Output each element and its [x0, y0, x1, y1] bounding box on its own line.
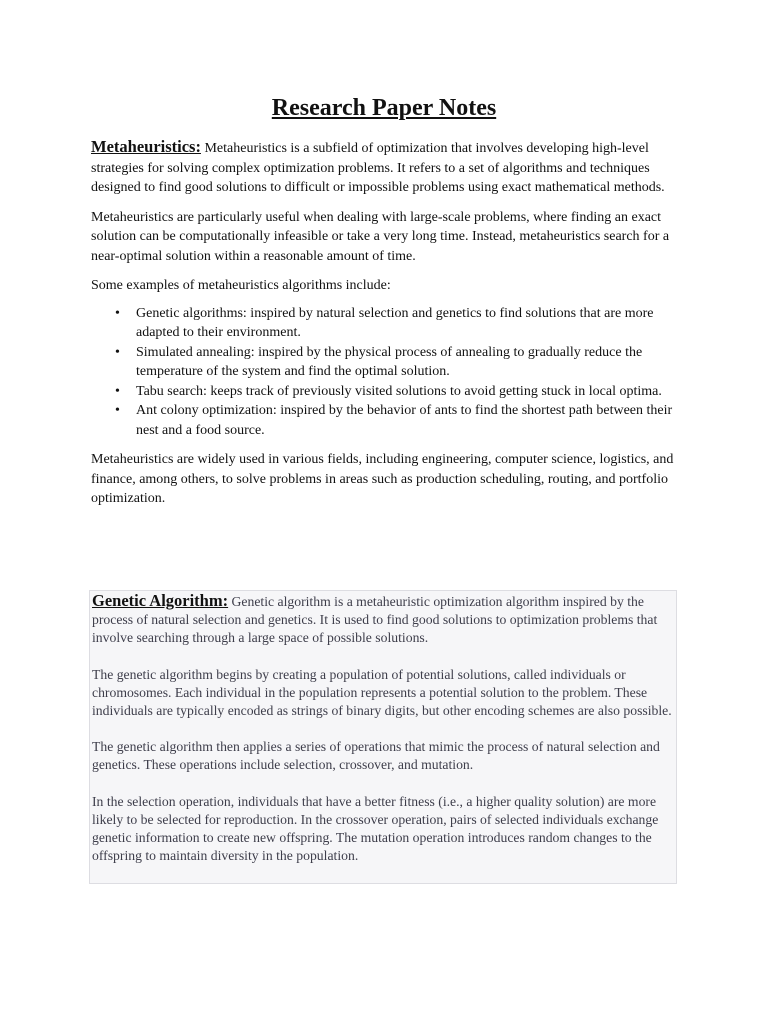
genetic-algorithm-section	[89, 590, 677, 884]
metaheuristics-section	[91, 137, 681, 509]
bullet-icon: •	[115, 383, 120, 399]
genetic-algorithm-paragraph-2: The genetic algorithm begins by creating a population of potential solutions, called individuals or chromosomes. Each individual in the population represents a potential solution to the problem. These individuals are typically encoded as strings of binary digits, but other encoding schemes are also possible.	[92, 666, 672, 719]
page-title: Research Paper Notes	[271, 95, 497, 121]
genetic-algorithm-paragraph-4: In the selection operation, individuals that have a better fitness (i.e., a higher quality solution) are more likely to be selected for reproduction. In the crossover operation, pairs of selected individuals exchange genetic information to create new offspring. The mutation operation introduces random changes to the offspring to maintain diversity in the population.	[92, 793, 659, 864]
genetic-algorithm-intro-text: Genetic algorithm is a metaheuristic optimization algorithm inspired by the process of natural selection and genetics. It is used to find good solutions to optimization problems that involve searching through a large space of possible solutions.	[92, 594, 658, 646]
list-item-text: Ant colony optimization: inspired by the behavior of ants to find the shortest path between their nest and a food source.	[136, 403, 673, 438]
metaheuristics-intro-text: Metaheuristics is a subfield of optimization that involves developing high-level strategies for solving complex optimization problems. It refers to a set of algorithms and techniques designed to find good solutions to difficult or impossible problems using exact mathematical methods.	[91, 141, 665, 195]
bullet-icon: •	[115, 344, 120, 360]
list-item	[91, 343, 681, 382]
list-item	[91, 401, 681, 440]
list-item-text: Genetic algorithms: inspired by natural selection and genetics to find solutions that are more adapted to their environment.	[136, 305, 654, 340]
metaheuristics-paragraph-4: Metaheuristics are widely used in various fields, including engineering, computer science, logistics, and finance, among others, to solve problems in areas such as production scheduling, routing, and portfolio optimization.	[91, 452, 674, 506]
metaheuristics-heading: Metaheuristics:	[91, 137, 201, 156]
genetic-algorithm-heading: Genetic Algorithm:	[92, 591, 229, 610]
metaheuristics-paragraph-3: Some examples of metaheuristics algorithms include:	[91, 278, 391, 293]
genetic-algorithm-paragraph-3: The genetic algorithm then applies a series of operations that mimic the process of natural selection and genetics. These operations include selection, crossover, and mutation.	[92, 739, 660, 773]
list-item-text: Simulated annealing: inspired by the physical process of annealing to gradually reduce the temperature of the system and find the optimal solution.	[136, 344, 643, 379]
examples-list	[91, 304, 681, 441]
bullet-icon: •	[115, 403, 120, 418]
metaheuristics-paragraph-2: Metaheuristics are particularly useful when dealing with large-scale problems, where finding an exact solution can be computationally infeasible or take a very long time. Instead, metaheuristics search for a near-optimal solution within a reasonable amount of time.	[91, 209, 670, 264]
list-item	[91, 382, 681, 402]
metaheuristics-intro-paragraph	[91, 137, 681, 198]
list-item-text: Tabu search: keeps track of previously visited solutions to avoid getting stuck in local optima.	[136, 383, 662, 399]
genetic-algorithm-intro-paragraph	[92, 592, 675, 648]
bullet-icon: •	[115, 305, 120, 321]
list-item	[91, 304, 681, 343]
